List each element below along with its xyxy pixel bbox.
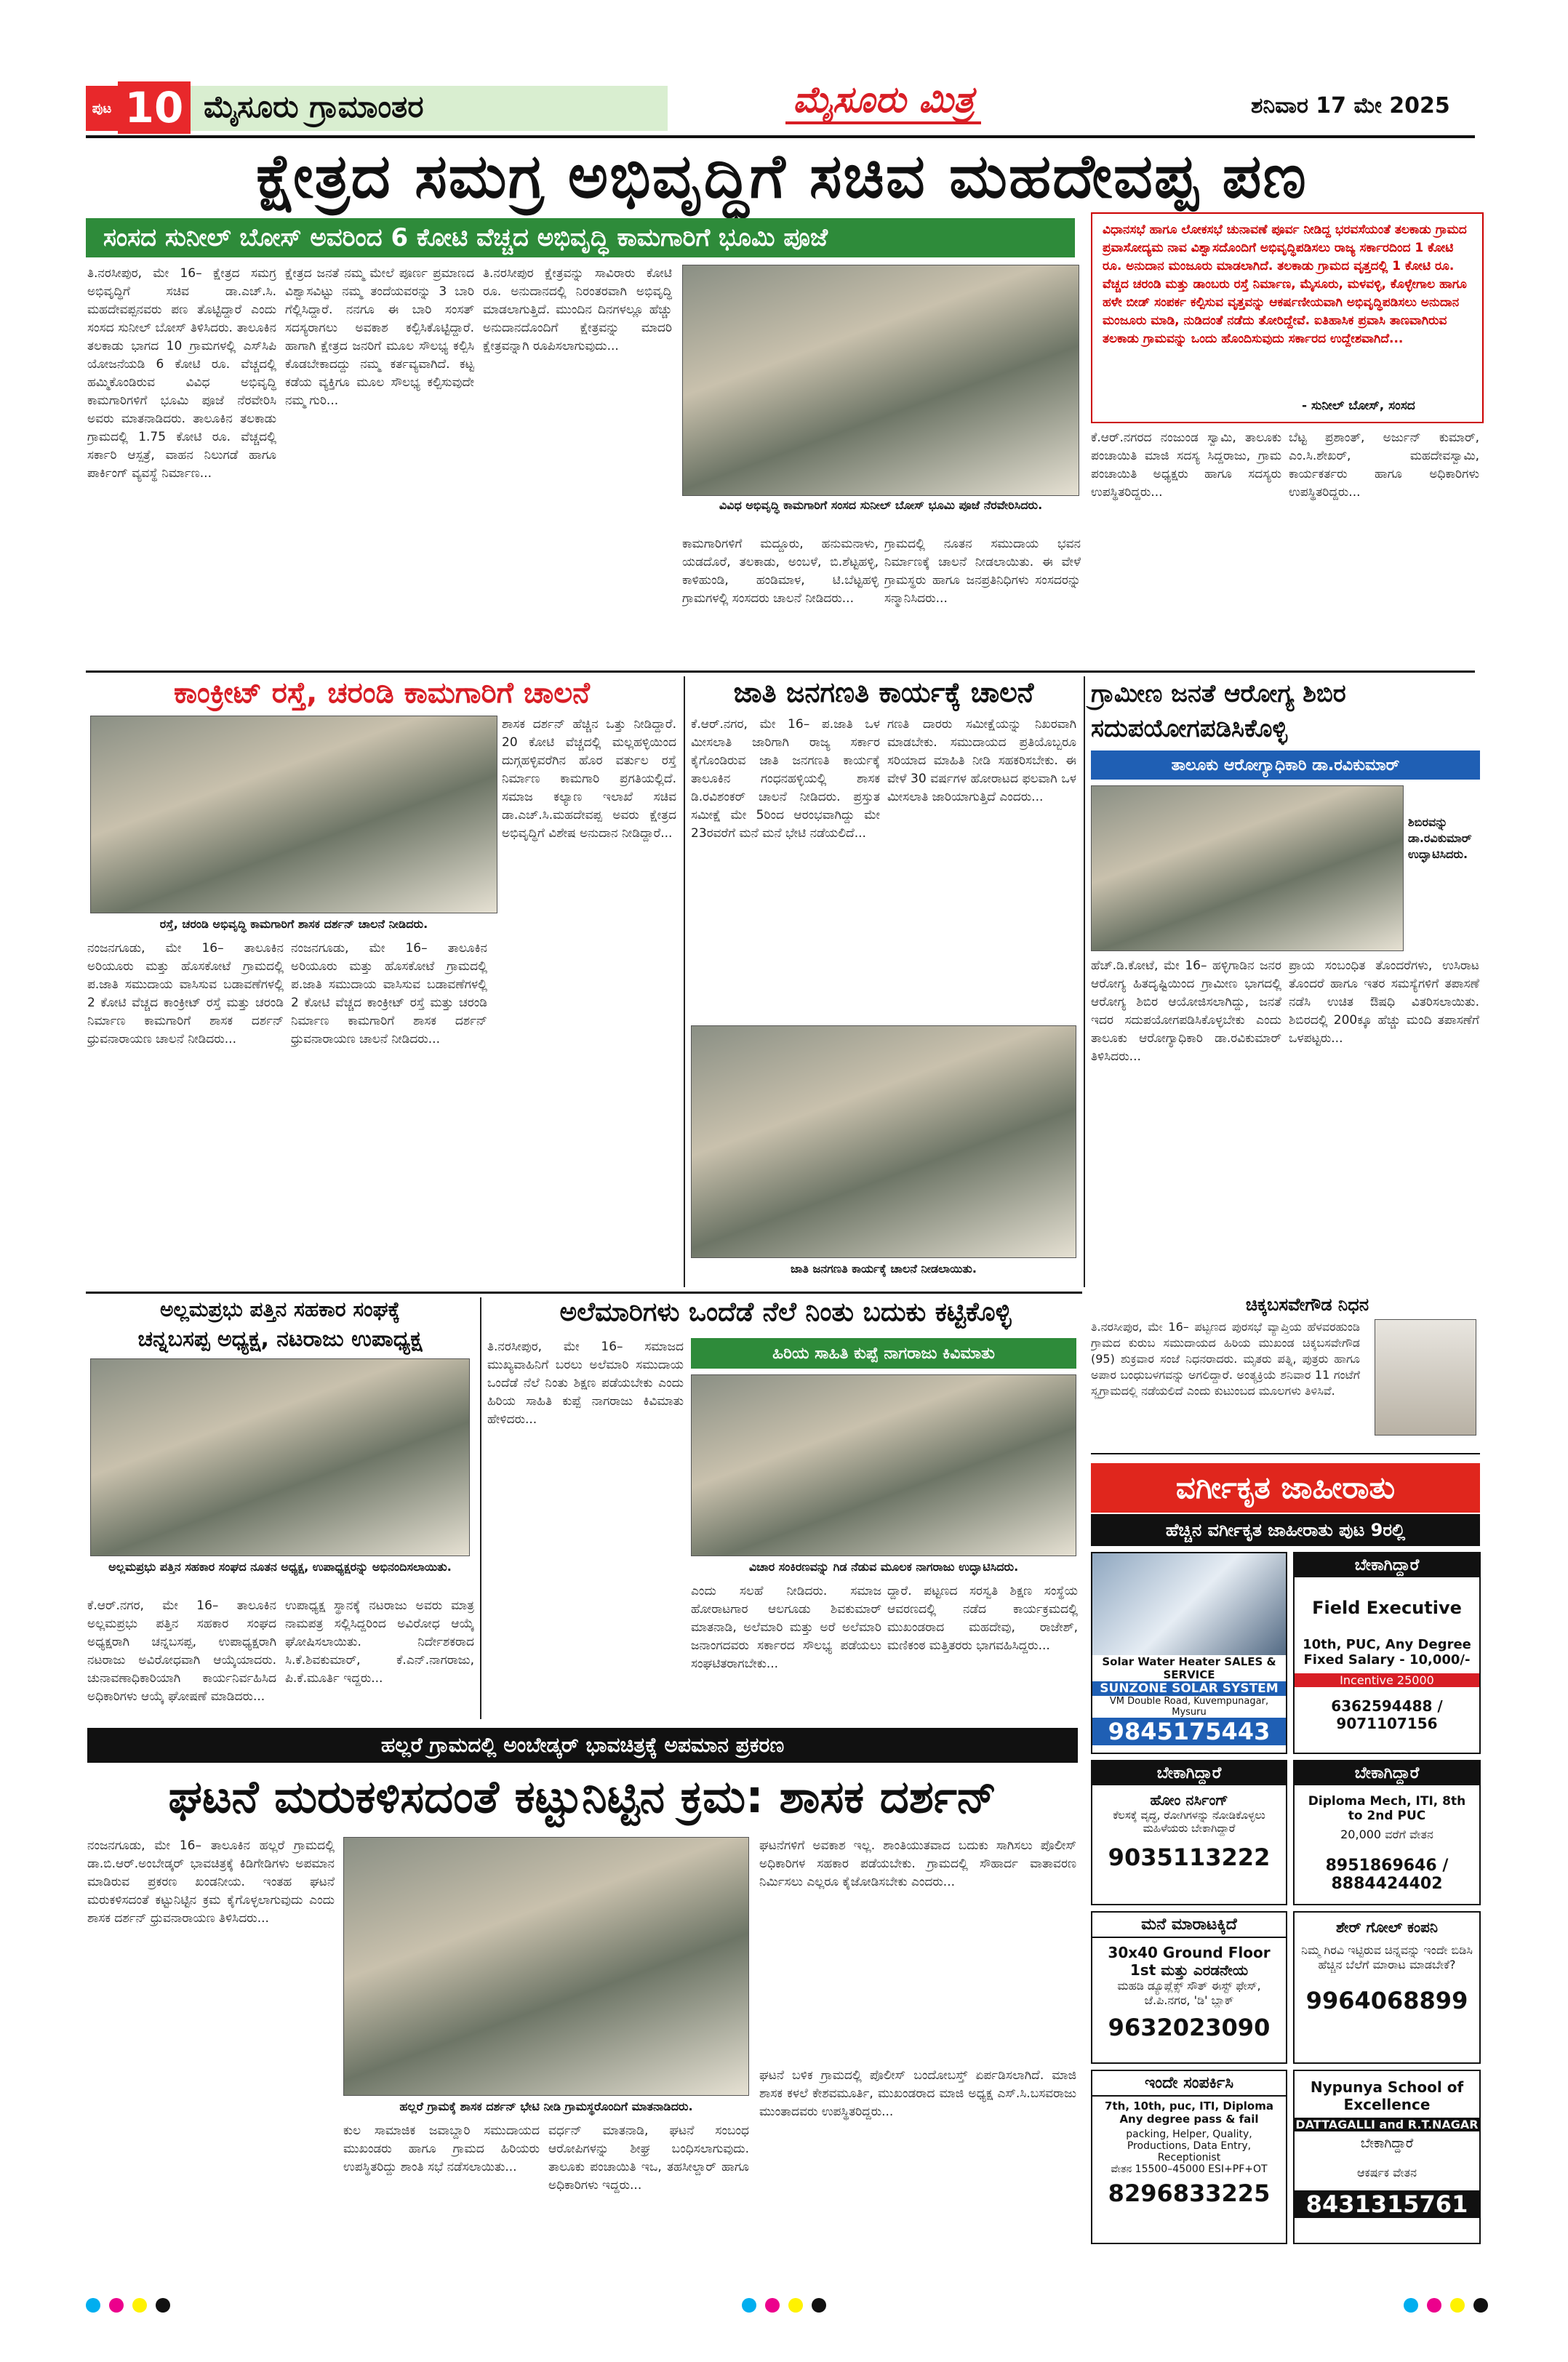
story2-col-1b: ನಂಜನಗೂಡು, ಮೇ 16– ತಾಲೂಕಿನ ಅರಿಯೂರು ಮತ್ತು ಹೊಸಕೋಟೆ ಗ್ರಾಮದಲ್ಲಿ ಪ.ಜಾತಿ ಸಮುದಾಯ ವಾಸಿಸುವ ಬಡಾವಣೆಗಳಲ್ಲಿ 2 ಕೋಟಿ ವೆಚ್ಚದ ಕಾಂಕ್ರೀಟ್ ರಸ್ತೆ ಮತ್ತು ಚರಂಡಿ ನಿರ್ಮಾಣ ಕಾಮಗಾರಿಗೆ ಶಾಸಕ ದರ್ಶನ್ ಧ್ರುವನಾರಾಯಣ ಚಾಲನೆ ನೀಡಿದರು... xyxy=(291,941,487,1046)
ad-line: ಹೋಂ ನರ್ಸಿಂಗ್ xyxy=(1150,1791,1228,1809)
cyan-dot xyxy=(1404,2298,1418,2313)
ad-phone: 9964068899 xyxy=(1305,1987,1468,2014)
story3-col-2: ಗಣತಿ ದಾರರು ಸಮೀಕ್ಷೆಯನ್ನು ನಿಖರವಾಗಿ ಮಾಡಬೇಕು. ಸಮುದಾಯದ ಪ್ರತಿಯೊಬ್ಬರೂ ಸರಿಯಾದ ಮಾಹಿತಿ ನೀಡಿ ಸಹಕರಿಸಬೇಕು. ಈ ವೇಳೆ 30 ವರ್ಷಗಳ ಹೋರಾಟದ ಫಲವಾಗಿ ಒಳ ಮೀಸಲಾತಿ ಜಾರಿಯಾಗುತ್ತಿದೆ ಎಂದರು... xyxy=(887,717,1076,804)
yellow-dot xyxy=(1450,2298,1465,2313)
magenta-dot xyxy=(109,2298,124,2313)
bottom-photo xyxy=(343,1837,749,2096)
ad-phone: 8951869646 / 8884424402 xyxy=(1325,1857,1449,1893)
page-tag: ಪುಟ xyxy=(86,86,118,131)
story4-subhead: ತಾಲೂಕು ಆರೋಗ್ಯಾಧಿಕಾರಿ ಡಾ.ರವಿಕುಮಾರ್ xyxy=(1091,750,1480,780)
story6-col-3: ದ್ದಾರೆ. ಪಟ್ಟಣದ ಸರಸ್ವತಿ ಶಿಕ್ಷಣ ಸಂಸ್ಥೆಯ ಆವರಣದಲ್ಲಿ ನಡೆದ ಕಾರ್ಯಕ್ರಮದಲ್ಲಿ ಮುಖಂಡರಾದ ಮಹದೇವು, ರಾಜೇಶ್, ಮಣಿಕಂಠ ಮತ್ತಿತರರು ಭಾಗವಹಿಸಿದ್ದರು... xyxy=(887,1584,1078,1653)
bottom-photo-caption: ಹಲ್ಲರೆ ಗ್ರಾಮಕ್ಕೆ ಶಾಸಕ ದರ್ಶನ್ ಭೇಟಿ ನೀಡಿ ಗ್ರಾಮಸ್ಥರೊಂದಿಗೆ ಮಾತನಾಡಿದರು. xyxy=(399,2099,693,2113)
lead-col-2: ಕ್ಷೇತ್ರದ ಜನತೆ ನಮ್ಮ ಮೇಲೆ ಪೂರ್ಣ ಪ್ರಮಾಣದ ವಿಶ್ವಾಸವಿಟ್ಟು ನಮ್ಮ ತಂದೆಯವರನ್ನು 3 ಬಾರಿ ಗೆಲ್ಲಿಸಿದ್ದಾರೆ. ನನಗೂ ಈ ಬಾರಿ ಸಂಸತ್ ಸದಸ್ಯರಾಗಲು ಅವಕಾಶ ಕಲ್ಪಿಸಿಕೊಟ್ಟಿದ್ದಾರೆ. ಹಾಗಾಗಿ ಕ್ಷೇತ್ರದ ಜನರಿಗೆ ಮೂಲ ಸೌಲಭ್ಯ ಕಲ್ಪಿಸಿ ಕೊಡಬೇಕಾದದ್ದು ನಮ್ಮ ಕರ್ತವ್ಯವಾಗಿದೆ. ಕಟ್ಟ ಕಡೆಯ ವ್ಯಕ್ತಿಗೂ ಮೂಲ ಸೌಲಭ್ಯ ಕಲ್ಪಿಸುವುದೇ ನಮ್ಮ ಗುರಿ... xyxy=(285,266,474,408)
story2-col-2: ಶಾಸಕ ದರ್ಶನ್ ಹೆಚ್ಚಿನ ಒತ್ತು ನೀಡಿದ್ದಾರೆ. 20 ಕೋಟಿ ವೆಚ್ಚದಲ್ಲಿ ಮಲ್ಲಹಳ್ಳಿಯಿಂದ ದುಗ್ಗಹಳ್ಳಿವರೆಗಿನ ಹೊರ ವರ್ತುಲ ರಸ್ತೆ ನಿರ್ಮಾಣ ಕಾಮಗಾರಿ ಪ್ರಗತಿಯಲ್ಲಿದೆ. ಸಮಾಜ ಕಲ್ಯಾಣ ಇಲಾಖೆ ಸಚಿವ ಡಾ.ಎಚ್.ಸಿ.ಮಹದೇವಪ್ಪ ಅವರು ಕ್ಷೇತ್ರದ ಅಭಿವೃದ್ಧಿಗೆ ವಿಶೇಷ ಅನುದಾನ ನೀಡಿದ್ದಾರೆ... xyxy=(502,717,676,841)
lead-col-6: ಕೆ.ಆರ್.ನಗರದ ನಂಜುಂಡ ಸ್ವಾಮಿ, ತಾಲೂಕು ಪಂಚಾಯಿತಿ ಮಾಜಿ ಸದಸ್ಯ ಸಿದ್ದರಾಜು, ಗ್ರಾಮ ಪಂಚಾಯಿತಿ ಅಧ್ಯಕ್ಷರು ಹಾಗೂ ಸದಸ್ಯರು ಉಪಸ್ಥಿತರಿದ್ದರು... xyxy=(1091,431,1281,500)
ad-line: ವೇತನ 15500–45000 ESI+PF+OT xyxy=(1111,2163,1268,2175)
ad-line: Incentive 25000 xyxy=(1295,1673,1479,1687)
lead-col-7: ಬೆಟ್ಟ ಪ್ರಶಾಂತ್, ಅರ್ಜುನ್ ಕುಮಾರ್, ಎಂ.ಸಿ.ಶೇಖರ್, ಮಹದೇವಸ್ವಾಮಿ, ಕಾರ್ಯಕರ್ತರು ಹಾಗೂ ಅಧಿಕಾರಿಗಳು ಉಪಸ್ಥಿತರಿದ್ದರು... xyxy=(1289,431,1479,500)
ad-line: Nypunya School of Excellence xyxy=(1310,2078,1464,2113)
ad-line: SUNZONE SOLAR SYSTEM xyxy=(1092,1681,1286,1696)
ad-home-nursing xyxy=(1091,1760,1287,1905)
story5-col-1: ಕೆ.ಆರ್.ನಗರ, ಮೇ 16– ತಾಲೂಕಿನ ಅಲ್ಲಮಪ್ರಭು ಪತ್ತಿನ ಸಹಕಾರ ಸಂಘದ ಅಧ್ಯಕ್ಷರಾಗಿ ಚನ್ನಬಸಪ್ಪ, ಉಪಾಧ್ಯಕ್ಷರಾಗಿ ನಟರಾಜು ಅವಿರೋಧವಾಗಿ ಆಯ್ಕೆಯಾದರು. ಚುನಾವಣಾಧಿಕಾರಿಯಾಗಿ ಕಾರ್ಯನಿರ್ವಹಿಸಿದ ಅಧಿಕಾರಿಗಳು ಆಯ್ಕೆ ಘೋಷಣೆ ಮಾಡಿದರು... xyxy=(87,1598,276,1704)
paper-logo: ಮೈಸೂರು ಮಿತ್ರ xyxy=(785,79,981,124)
issue-date: ಶನಿವಾರ 17 ಮೇ 2025 xyxy=(1251,93,1450,119)
ad-line: 30x40 Ground Floor 1st ಮತ್ತು ಎರಡನೇಯ xyxy=(1108,1944,1271,1979)
lead-subhead: ಸಂಸದ ಸುನೀಲ್ ಬೋಸ್ ಅವರಿಂದ 6 ಕೋಟಿ ವೆಚ್ಚದ ಅಭಿವೃದ್ಧಿ ಕಾಮಗಾರಿಗೆ ಭೂಮಿ ಪೂಜೆ xyxy=(86,218,1075,257)
story6-photo-caption: ವಿಚಾರ ಸಂಕಿರಣವನ್ನು ಗಿಡ ನೆಡುವ ಮೂಲಕ ನಾಗರಾಜು ಉದ್ಘಾಟಿಸಿದರು. xyxy=(748,1560,1019,1574)
ad-line: Field Executive xyxy=(1312,1598,1462,1618)
row-divider-1 xyxy=(86,670,1475,673)
cyan-dot xyxy=(86,2298,100,2313)
ad-line: 7th, 10th, puc, ITI, Diploma Any degree pass & fail xyxy=(1105,2099,1273,2126)
story6-col-1: ತಿ.ನರಸೀಪುರ, ಮೇ 16– ಸಮಾಜದ ಮುಖ್ಯವಾಹಿನಿಗೆ ಬರಲು ಅಲೆಮಾರಿ ಸಮುದಾಯ ಒಂದೆಡೆ ನೆಲೆ ನಿಂತು ಶಿಕ್ಷಣ ಪಡೆಯಬೇಕು ಎಂದು ಹಿರಿಯ ಸಾಹಿತಿ ಕುಪ್ಪೆ ನಾಗರಾಜು ಕಿವಿಮಾತು ಹೇಳಿದರು... xyxy=(487,1340,684,1427)
bottom-headline: ಘಟನೆ ಮರುಕಳಿಸದಂತೆ ಕಟ್ಟುನಿಟ್ಟಿನ ಕ್ರಮ: ಶಾಸಕ ದರ್ಶನ್ xyxy=(168,1770,997,1823)
ad-line: ಆಕರ್ಷಕ ವೇತನ xyxy=(1356,2166,1417,2179)
ad-line: VM Double Road, Kuvempunagar, Mysuru xyxy=(1109,1696,1269,1718)
section-name: ಮೈಸೂರು ಗ್ರಾಮಾಂತರ xyxy=(204,89,424,124)
ad-line: ಮಹಡಿ ಡ್ಯೂಪ್ಲೆಕ್ಸ್ ಸೌತ್ ಈಸ್ಟ್ ಫೇಸ್, ಜೆ.ಪಿ.ನಗರ, 'ಡಿ' ಬ್ಲಾಕ್ xyxy=(1117,1979,1261,2007)
story3-col-1: ಕೆ.ಆರ್.ನಗರ, ಮೇ 16– ಪ.ಜಾತಿ ಒಳ ಮೀಸಲಾತಿ ಜಾರಿಗಾಗಿ ರಾಜ್ಯ ಸರ್ಕಾರ ಕೈಗೊಂಡಿರುವ ಜಾತಿ ಜನಗಣತಿ ಕಾರ್ಯಕ್ಕೆ ತಾಲೂಕಿನ ಗಂಧನಹಳ್ಳಿಯಲ್ಲಿ ಶಾಸಕ ಡಿ.ರವಿಶಂಕರ್ ಚಾಲನೆ ನೀಡಿದರು. ಪ್ರಸ್ತುತ ಸಮೀಕ್ಷೆ ಮೇ 5ರಿಂದ ಆರಂಭವಾಗಿದ್ದು ಮೇ 23ರವರೆಗೆ ಮನೆ ಮನೆ ಭೇಟಿ ನಡೆಯಲಿದೆ... xyxy=(691,717,880,841)
ad-phone: 9632023090 xyxy=(1108,2014,1271,2041)
lead-headline: ಕ್ಷೇತ್ರದ ಸಮಗ್ರ ಅಭಿವೃದ್ಧಿಗೆ ಸಚಿವ ಮಹದೇವಪ್ಪ ಪಣ xyxy=(256,140,1308,212)
story6-subhead: ಹಿರಿಯ ಸಾಹಿತಿ ಕುಪ್ಪೆ ನಾಗರಾಜು ಕಿವಿಮಾತು xyxy=(691,1338,1076,1369)
lead-photo-caption: ವಿವಿಧ ಅಭಿವೃದ್ಧಿ ಕಾಮಗಾರಿಗೆ ಸಂಸದ ಸುನೀಲ್ ಬೋಸ್ ಭೂಮಿ ಪೂಜೆ ನೆರವೇರಿಸಿದರು. xyxy=(719,498,1043,512)
ad-title: ಬೇಕಾಗಿದ್ದಾರೆ xyxy=(1360,2136,1414,2151)
classified-title: ವರ್ಗೀಕೃತ ಜಾಹೀರಾತು xyxy=(1091,1463,1480,1513)
registration-marks xyxy=(86,2298,170,2313)
bottom-col-3: ಕುಲ ಸಾಮಾಜಿಕ ಜವಾಬ್ದಾರಿ ಸಮುದಾಯದ ಮುಖಂಡರು ಹಾಗೂ ಗ್ರಾಮದ ಹಿರಿಯರು ಉಪಸ್ಥಿತರಿದ್ದು ಶಾಂತಿ ಸಭೆ ನಡೆಸಲಾಯಿತು... xyxy=(343,2123,540,2174)
bottom-col-2: ಘಟನೆಗಳಿಗೆ ಅವಕಾಶ ಇಲ್ಲ. ಶಾಂತಿಯುತವಾದ ಬದುಕು ಸಾಗಿಸಲು ಪೊಲೀಸ್ ಅಧಿಕಾರಿಗಳ ಸಹಕಾರ ಪಡೆಯಬೇಕು. ಗ್ರಾಮದಲ್ಲಿ ಸೌಹಾರ್ದ ವಾತಾವರಣ ನಿರ್ಮಿಸಲು ಎಲ್ಲರೂ ಕೈಜೋಡಿಸಬೇಕು ಎಂದರು... xyxy=(759,1838,1076,1889)
story3-headline: ಜಾತಿ ಜನಗಣತಿ ಕಾರ್ಯಕ್ಕೆ ಚಾಲನೆ xyxy=(733,676,1034,708)
lead-quote xyxy=(1091,212,1484,423)
black-dot xyxy=(812,2298,826,2313)
obituary-portrait xyxy=(1375,1319,1476,1436)
ad-title: ಶೇರ್ ಗೋಲ್ ಕಂಪನಿ xyxy=(1336,1918,1438,1936)
story4-side-caption: ಶಿಬಿರವನ್ನು ಡಾ.ರವಿಕುಮಾರ್ ಉದ್ಘಾಟಿಸಿದರು. xyxy=(1408,815,1472,861)
story6-photo xyxy=(691,1374,1076,1556)
ad-phone: 8296833225 xyxy=(1108,2179,1271,2207)
page-number: 10 xyxy=(118,81,191,134)
ad-solar-image xyxy=(1092,1553,1286,1655)
ad-phone: 9035113222 xyxy=(1108,1843,1271,1871)
story6-headline: ಅಲೆಮಾರಿಗಳು ಒಂದೆಡೆ ನೆಲೆ ನಿಂತು ಬದುಕು ಕಟ್ಟಿಕೊಳ್ಳಿ xyxy=(559,1297,1012,1327)
ad-field-executive xyxy=(1293,1552,1481,1754)
black-dot xyxy=(156,2298,170,2313)
story5-col-2: ಉಪಾಧ್ಯಕ್ಷ ಸ್ಥಾನಕ್ಕೆ ನಟರಾಜು ಅವರು ಮಾತ್ರ ನಾಮಪತ್ರ ಸಲ್ಲಿಸಿದ್ದರಿಂದ ಅವಿರೋಧ ಆಯ್ಕೆ ಘೋಷಿಸಲಾಯಿತು. ನಿರ್ದೇಶಕರಾದ ಸಿ.ಕೆ.ಶಿವಕುಮಾರ್, ಕೆ.ಎನ್.ನಾಗರಾಜು, ಪಿ.ಕೆ.ಮೂರ್ತಿ ಇದ್ದರು... xyxy=(285,1598,474,1686)
ad-phone: 9845175443 xyxy=(1092,1718,1286,1745)
yellow-dot xyxy=(132,2298,147,2313)
ad-line: ಹೆಚ್ಚಿನ ಬೆಲೆಗೆ ಮಾರಾಟ ಮಾಡಬೇಕೆ? xyxy=(1318,1958,1456,1971)
ad-title: ಬೇಕಾಗಿದ್ದಾರೆ xyxy=(1295,1553,1479,1577)
ad-line: 10th, PUC, Any Degree Fixed Salary - 10,000/- xyxy=(1303,1637,1471,1668)
ad-title: ಬೇಕಾಗಿದ್ದಾರೆ xyxy=(1295,1761,1479,1785)
ad-line: 20,000 ವರೆಗೆ ವೇತನ xyxy=(1340,1827,1433,1841)
ad-school xyxy=(1293,2070,1481,2244)
story4-col-2: ಪ್ರಾಯ ಸಂಬಂಧಿತ ತೊಂದರೆಗಳು, ಉಸಿರಾಟ ತೊಂದರೆ ಹಾಗೂ ಇತರ ಸಮಸ್ಯೆಗಳಿಗೆ ತಪಾಸಣೆ ನಡೆಸಿ ಉಚಿತ ಔಷಧಿ ವಿತರಿಸಲಾಯಿತು. ಶಿಬಿರದಲ್ಲಿ 200ಕ್ಕೂ ಹೆಚ್ಚು ಮಂದಿ ತಪಾಸಣೆಗೆ ಒಳಪಟ್ಟರು... xyxy=(1289,958,1479,1046)
lead-photo xyxy=(682,265,1079,496)
quote-text: ವಿಧಾನಸಭೆ ಹಾಗೂ ಲೋಕಸಭೆ ಚುನಾವಣೆ ಪೂರ್ವ ನೀಡಿದ್ದ ಭರವಸೆಯಂತೆ ತಲಕಾಡು ಗ್ರಾಮದ ಪ್ರವಾಸೋದ್ಯಮ ನಾವ ವಿಶ್ವಾಸದೊಂದಿಗೆ ಅಭಿವೃದ್ಧಿಪಡಿಸಲು ರಾಜ್ಯ ಸರ್ಕಾರದಿಂದ 1 ಕೋಟಿ ರೂ. ಅನುದಾನ ಮಂಜೂರು ಮಾಡಲಾಗಿದೆ. ತಲಕಾಡು ಗ್ರಾಮದ ವೃತ್ತದಲ್ಲಿ 1 ಕೋಟಿ ರೂ. ವೆಚ್ಚದ ಚರಂಡಿ ಮತ್ತು ಡಾಂಬರು ರಸ್ತೆ ನಿರ್ಮಾಣ, ಮೈಸೂರು, ಮಳವಳ್ಳಿ, ಕೊಳ್ಳೇಗಾಲ ಹಾಗೂ ಹಳೇ ಬೀಡ್ ಸಂಪರ್ಕ ಕಲ್ಪಿಸುವ ವೃತ್ತವನ್ನು ಆಕರ್ಷಣೀಯವಾಗಿ ಅಭಿವೃದ್ಧಿಪಡಿಸಲು ಅನುದಾನ ಮಂಜೂರು ಮಾಡಿ, ನುಡಿದಂತೆ ನಡೆದು ತೋರಿದ್ದೇವೆ. ಐತಿಹಾಸಿಕ ಪ್ರವಾಸಿ ತಾಣವಾಗಿರುವ ತಲಕಾಡು ಗ್ರಾಮವನ್ನು ಒಂದು ಹೊಂದಿಸುವುದು ಸರ್ಕಾರದ ಉದ್ದೇಶವಾಗಿದೆ... xyxy=(1103,223,1467,346)
bottom-col-1: ನಂಜನಗೂಡು, ಮೇ 16– ತಾಲೂಕಿನ ಹಲ್ಲರೆ ಗ್ರಾಮದಲ್ಲಿ ಡಾ.ಬಿ.ಆರ್.ಅಂಬೇಡ್ಕರ್ ಭಾವಚಿತ್ರಕ್ಕೆ ಕಿಡಿಗೇಡಿಗಳು ಅಪಮಾನ ಮಾಡಿರುವ ಪ್ರಕರಣ ಖಂಡನೀಯ. ಇಂತಹ ಘಟನೆ ಮರುಕಳಿಸದಂತೆ ಕಟ್ಟುನಿಟ್ಟಿನ ಕ್ರಮ ಕೈಗೊಳ್ಳಲಾಗುವುದು ಎಂದು ಶಾಸಕ ದರ್ಶನ್ ಧ್ರುವನಾರಾಯಣ ತಿಳಿಸಿದರು... xyxy=(87,1838,335,1926)
story2-headline: ಕಾಂಕ್ರೀಟ್ ರಸ್ತೆ, ಚರಂಡಿ ಕಾಮಗಾರಿಗೆ ಚಾಲನೆ xyxy=(173,676,591,710)
ad-phone: 8431315761 xyxy=(1295,2190,1479,2218)
ad-line: ಮಹಿಳೆಯರು ಬೇಕಾಗಿದ್ದಾರೆ xyxy=(1143,1822,1236,1835)
col-divider xyxy=(480,1297,481,1719)
magenta-dot xyxy=(765,2298,780,2313)
bottom-col-5: ಘಟನೆ ಬಳಿಕ ಗ್ರಾಮದಲ್ಲಿ ಪೊಲೀಸ್ ಬಂದೋಬಸ್ತ್ ಏರ್ಪಡಿಸಲಾಗಿದೆ. ಮಾಜಿ ಶಾಸಕ ಕಳಲೆ ಕೇಶವಮೂರ್ತಿ, ಮುಖಂಡರಾದ ಮಾಜಿ ಅಧ್ಯಕ್ಷ ಎಸ್.ಸಿ.ಬಸವರಾಜು ಮುಂತಾದವರು ಉಪಸ್ಥಿತರಿದ್ದರು... xyxy=(759,2068,1076,2119)
ad-line: Diploma Mech, ITI, 8th to 2nd PUC xyxy=(1308,1794,1466,1823)
lead-col-1: ತಿ.ನರಸೀಪುರ, ಮೇ 16– ಕ್ಷೇತ್ರದ ಸಮಗ್ರ ಅಭಿವೃದ್ಧಿಗೆ ಸಚಿವ ಡಾ.ಎಚ್.ಸಿ. ಮಹದೇವಪ್ಪನವರು ಪಣ ತೊಟ್ಟಿದ್ದಾರೆ ಎಂದು ಸಂಸದ ಸುನೀಲ್ ಬೋಸ್ ತಿಳಿಸಿದರು. ತಾಲೂಕಿನ ತಲಕಾಡು ಭಾಗದ 10 ಗ್ರಾಮಗಳಲ್ಲಿ ಎಸ್‌ಸಿಪಿ ಯೋಜನೆಯಡಿ 6 ಕೋಟಿ ರೂ. ವೆಚ್ಚದಲ್ಲಿ ಹಮ್ಮಿಕೊಂಡಿರುವ ವಿವಿಧ ಅಭಿವೃದ್ಧಿ ಕಾಮಗಾರಿಗಳಿಗೆ ಭೂಮಿ ಪೂಜೆ ನೆರವೇರಿಸಿ ಅವರು ಮಾತನಾಡಿದರು. ತಾಲೂಕಿನ ತಲಕಾಡು ಗ್ರಾಮದಲ್ಲಿ 1.75 ಕೋಟಿ ರೂ. ವೆಚ್ಚದಲ್ಲಿ ಸರ್ಕಾರಿ ಆಸ್ಪತ್ರೆ, ವಾಹನ ನಿಲುಗಡೆ ಹಾಗೂ ಪಾರ್ಕಿಂಗ್ ವ್ಯವಸ್ಥೆ ನಿರ್ಮಾಣ... xyxy=(87,266,276,481)
registration-marks xyxy=(742,2298,826,2313)
story5-headline-2: ಚನ್ನಬಸಪ್ಪ ಅಧ್ಯಕ್ಷ, ನಟರಾಜು ಉಪಾಧ್ಯಕ್ಷ xyxy=(137,1326,423,1352)
story2-photo xyxy=(90,716,497,913)
lead-col-5: ಗ್ರಾಮದಲ್ಲಿ ನೂತನ ಸಮುದಾಯ ಭವನ ನಿರ್ಮಾಣಕ್ಕೆ ಚಾಲನೆ ನೀಡಲಾಯಿತು. ಈ ವೇಳೆ ಗ್ರಾಮಸ್ಥರು ಹಾಗೂ ಜನಪ್ರತಿನಿಧಿಗಳು ಸಂಸದರನ್ನು ಸನ್ಮಾನಿಸಿದರು... xyxy=(884,537,1081,606)
story5-photo xyxy=(90,1358,470,1556)
story4-col-1: ಹೆಚ್.ಡಿ.ಕೋಟೆ, ಮೇ 16– ಹಳ್ಳಿಗಾಡಿನ ಜನರ ಆರೋಗ್ಯ ಹಿತದೃಷ್ಟಿಯಿಂದ ಗ್ರಾಮೀಣ ಭಾಗದಲ್ಲಿ ಆರೋಗ್ಯ ಶಿಬಿರ ಆಯೋಜಿಸಲಾಗಿದ್ದು, ಜನತೆ ಇದರ ಸದುಪಯೋಗಪಡಿಸಿಕೊಳ್ಳಬೇಕು ಎಂದು ತಾಲೂಕು ಆರೋಗ್ಯಾಧಿಕಾರಿ ಡಾ.ರವಿಕುಮಾರ್ ತಿಳಿಸಿದರು... xyxy=(1091,958,1281,1064)
registration-marks xyxy=(1404,2298,1488,2313)
bottom-col-4: ವರ್ಧನ್ ಮಾತನಾಡಿ, ಘಟನೆ ಸಂಬಂಧ ಆರೋಪಿಗಳನ್ನು ಶೀಘ್ರ ಬಂಧಿಸಲಾಗುವುದು. ತಾಲೂಕು ಪಂಚಾಯಿತಿ ಇಒ, ತಹಸೀಲ್ದಾರ್ ಹಾಗೂ ಅಧಿಕಾರಿಗಳು ಇದ್ದರು... xyxy=(548,2123,749,2193)
row-divider-2 xyxy=(86,1292,1082,1294)
ad-house-sale xyxy=(1091,1911,1287,2064)
story3-photo xyxy=(691,1025,1076,1258)
ad-title: ಇಂದೇ ಸಂಪರ್ಕಿಸಿ xyxy=(1092,2071,1286,2097)
col-divider xyxy=(1084,676,1085,1287)
ad-line: Solar Water Heater SALES & SERVICE xyxy=(1102,1655,1276,1681)
story5-headline-1: ಅಲ್ಲಮಪ್ರಭು ಪತ್ತಿನ ಸಹಕಾರ ಸಂಘಕ್ಕೆ xyxy=(160,1297,400,1321)
bottom-kicker: ಹಲ್ಲರೆ ಗ್ರಾಮದಲ್ಲಿ ಅಂಬೇಡ್ಕರ್ ಭಾವಚಿತ್ರಕ್ಕೆ ಅಪಮಾನ ಪ್ರಕರಣ xyxy=(87,1728,1078,1763)
story4-photo xyxy=(1091,785,1404,951)
ad-title: ಬೇಕಾಗಿದ್ದಾರೆ xyxy=(1092,1761,1286,1785)
classified-subtitle: ಹೆಚ್ಚಿನ ವರ್ಗೀಕೃತ ಜಾಹೀರಾತು ಪುಟ 9ರಲ್ಲಿ xyxy=(1091,1514,1480,1546)
ad-line: ನಿಮ್ಮ ಗಿರವಿ ಇಟ್ಟಿರುವ ಚಿನ್ನವನ್ನು ಇಂದೇ ಬಿಡಿಸಿ xyxy=(1301,1943,1473,1957)
story2-col-1: ನಂಜನಗೂಡು, ಮೇ 16– ತಾಲೂಕಿನ ಅರಿಯೂರು ಮತ್ತು ಹೊಸಕೋಟೆ ಗ್ರಾಮದಲ್ಲಿ ಪ.ಜಾತಿ ಸಮುದಾಯ ವಾಸಿಸುವ ಬಡಾವಣೆಗಳಲ್ಲಿ 2 ಕೋಟಿ ವೆಚ್ಚದ ಕಾಂಕ್ರೀಟ್ ರಸ್ತೆ ಮತ್ತು ಚರಂಡಿ ನಿರ್ಮಾಣ ಕಾಮಗಾರಿಗೆ ಶಾಸಕ ದರ್ಶನ್ ಧ್ರುವನಾರಾಯಣ ಚಾಲನೆ ನೀಡಿದರು... xyxy=(87,941,284,1046)
ad-line: packing, Helper, Quality, Productions, Data Entry, Receptionist xyxy=(1126,2129,1252,2163)
ad-diploma-jobs xyxy=(1293,1760,1481,1905)
obituary-text: ತಿ.ನರಸೀಪುರ, ಮೇ 16– ಪಟ್ಟಣದ ಪುರಸಭೆ ವ್ಯಾಪ್ತಿಯ ಹೆಳವರಹುಂಡಿ ಗ್ರಾಮದ ಕುರುಬ ಸಮುದಾಯದ ಹಿರಿಯ ಮುಖಂಡ ಚಿಕ್ಕಬಸವೇಗೌಡ (95) ಶುಕ್ರವಾರ ಸಂಜೆ ನಿಧನರಾದರು. ಮೃತರು ಪತ್ನಿ, ಪುತ್ರರು ಹಾಗೂ ಅಪಾರ ಬಂಧುಬಳಗವನ್ನು ಅಗಲಿದ್ದಾರೆ. ಅಂತ್ಯಕ್ರಿಯೆ ಶನಿವಾರ 11 ಗಂಟೆಗೆ ಸ್ವಗ್ರಾಮದಲ್ಲಿ ನಡೆಯಲಿದೆ ಎಂದು ಕುಟುಂಬದ ಮೂಲಗಳು ತಿಳಿಸಿವೆ. xyxy=(1091,1320,1360,1398)
story2-photo-caption: ರಸ್ತೆ, ಚರಂಡಿ ಅಭಿವೃದ್ಧಿ ಕಾಮಗಾರಿಗೆ ಶಾಸಕ ದರ್ಶನ್ ಚಾಲನೆ ನೀಡಿದರು. xyxy=(159,917,428,931)
story6-col-2: ಎಂದು ಸಲಹೆ ನೀಡಿದರು. ಸಮಾಜ ಹೋರಾಟಗಾರ ಆಲಗೂಡು ಶಿವಕುಮಾರ್ ಮಾತನಾಡಿ, ಅಲೆಮಾರಿ ಮತ್ತು ಅರೆ ಅಲೆಮಾರಿ ಜನಾಂಗದವರು ಸರ್ಕಾರದ ಸೌಲಭ್ಯ ಪಡೆಯಲು ಸಂಘಟಿತರಾಗಬೇಕು... xyxy=(691,1584,881,1671)
obituary-headline: ಚಿಕ್ಕಬಸವೇಗೌಡ ನಿಧನ xyxy=(1245,1294,1369,1315)
ad-line: DATTAGALLI and R.T.NAGAR xyxy=(1295,2118,1479,2131)
obituary-box xyxy=(1091,1294,1480,1454)
lead-col-4: ಕಾಮಗಾರಿಗಳಿಗೆ ಮದ್ದೂರು, ಹನುಮನಾಳು, ಯಡದೊರೆ, ತಲಕಾಡು, ಅಂಬಳೆ, ಬಿ.ಶೆಟ್ಟಹಳ್ಳಿ, ಕಾಳಿಹುಂಡಿ, ಹಂಡಿಮಾಳ, ಟಿ.ಬೆಟ್ಟಹಳ್ಳಿ ಗ್ರಾಮಗಳಲ್ಲಿ ಸಂಸದರು ಚಾಲನೆ ನೀಡಿದರು... xyxy=(682,537,879,606)
quote-author: - ಸುನೀಲ್ ಬೋಸ್, ಸಂಸದ xyxy=(1302,399,1415,413)
magenta-dot xyxy=(1427,2298,1441,2313)
ad-gold-company xyxy=(1293,1911,1481,2064)
black-dot xyxy=(1473,2298,1488,2313)
cyan-dot xyxy=(742,2298,756,2313)
col-divider xyxy=(684,676,685,1287)
ad-line: ಕೆಲಸಕ್ಕೆ ವೃದ್ಧ, ರೋಗಿಗಳನ್ನು ನೋಡಿಕೊಳ್ಳಲು xyxy=(1113,1809,1265,1822)
ad-solar xyxy=(1091,1552,1287,1754)
story4-headline: ಗ್ರಾಮೀಣ ಜನತೆ ಆರೋಗ್ಯ ಶಿಬಿರ ಸದುಪಯೋಗಪಡಿಸಿಕೊಳ್ಳಿ xyxy=(1091,679,1346,743)
ad-title: ಮನೆ ಮಾರಾಟಕ್ಕಿದೆ xyxy=(1092,1913,1286,1938)
yellow-dot xyxy=(788,2298,803,2313)
ad-phone: 6362594488 / 9071107156 xyxy=(1331,1697,1443,1732)
ad-jobs-contact xyxy=(1091,2070,1287,2244)
story3-photo-caption: ಜಾತಿ ಜನಗಣತಿ ಕಾರ್ಯಕ್ಕೆ ಚಾಲನೆ ನೀಡಲಾಯಿತು. xyxy=(791,1262,977,1276)
story5-photo-caption: ಅಲ್ಲಮಪ್ರಭು ಪತ್ತಿನ ಸಹಕಾರ ಸಂಘದ ನೂತನ ಅಧ್ಯಕ್ಷ, ಉಪಾಧ್ಯಕ್ಷರನ್ನು ಅಭಿನಂದಿಸಲಾಯಿತು. xyxy=(108,1560,452,1574)
lead-col-3: ತಿ.ನರಸೀಪುರ ಕ್ಷೇತ್ರವನ್ನು ಸಾವಿರಾರು ಕೋಟಿ ರೂ. ಅನುದಾನದಲ್ಲಿ ನಿರಂತರವಾಗಿ ಅಭಿವೃದ್ಧಿ ಮಾಡಲಾಗುತ್ತಿದೆ. ಮುಂದಿನ ದಿನಗಳಲ್ಲೂ ಹೆಚ್ಚು ಅನುದಾನದೊಂದಿಗೆ ಕ್ಷೇತ್ರವನ್ನು ಮಾದರಿ ಕ್ಷೇತ್ರವನ್ನಾಗಿ ರೂಪಿಸಲಾಗುವುದು... xyxy=(483,266,672,353)
